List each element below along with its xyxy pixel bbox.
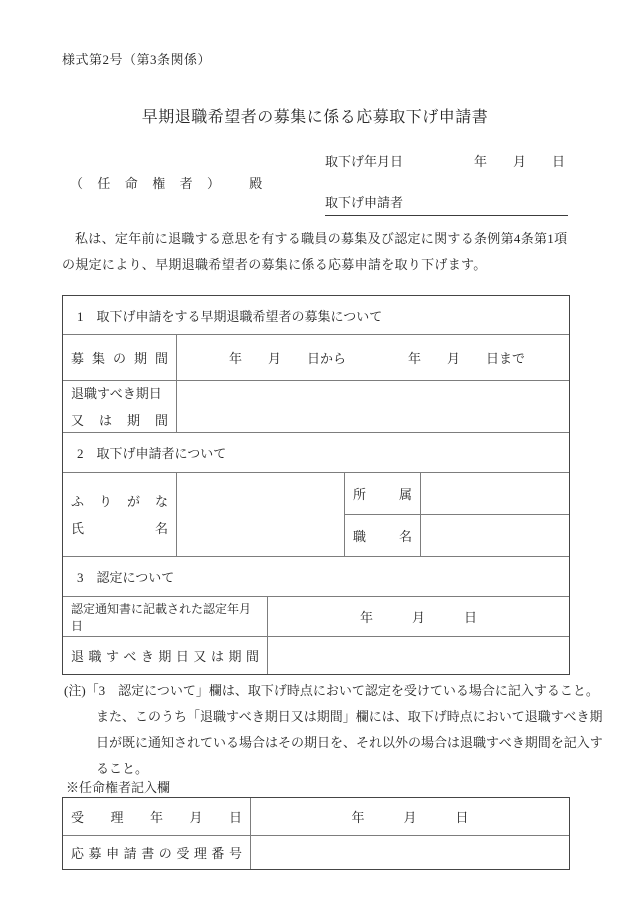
recruitment-period-from: 年 月 日から: [229, 351, 347, 366]
recruitment-period-row: [63, 334, 569, 380]
receipt-number-row: [63, 835, 569, 869]
name-label-cell: [63, 473, 176, 556]
addressee-name: （任命権者）: [70, 176, 220, 191]
recruitment-period-to: 年 月 日まで: [408, 351, 526, 366]
withdrawal-date-label: 取下げ年月日: [325, 154, 404, 169]
form-number: 様式第2号（第3条関係）: [62, 52, 212, 67]
applicant-signature-line: [325, 192, 568, 216]
note-text: [64, 678, 606, 782]
section2-header-row: [63, 432, 569, 472]
page-title: 早期退職希望者の募集に係る応募取下げ申請書: [141, 109, 489, 126]
recruitment-period-label-cell: [63, 335, 176, 380]
recruitment-period-value-cell: [176, 335, 569, 380]
note-prefix: (注): [64, 683, 86, 698]
section3-header: 3 認定について: [77, 570, 175, 585]
retirement-due-input-area: [176, 381, 569, 432]
addressee-honorific: 殿: [249, 176, 263, 191]
receipt-date-label-cell: [63, 798, 250, 835]
approval-date-label-cell: [63, 597, 267, 636]
applicant-label: 取下げ申請者: [325, 195, 404, 210]
note-body: 「3 認定について」欄は、取下げ時点において認定を受けている場合に記入すること。また、このうち「退職すべき期日又は期間」欄には、取下げ時点において退職すべき期日が既に通知されている場合はその期日を、それ以外の場合は退職すべき期間を記入すること。: [85, 683, 603, 776]
retirement-due2-input-area: [267, 637, 569, 674]
affiliation-label-cell: [345, 473, 420, 514]
section2-header: 2 取下げ申請者について: [77, 446, 227, 461]
retirement-due2-label: 退職すべき期日又は期間: [71, 649, 259, 664]
section3-header-row: [63, 556, 569, 596]
receipt-date-label: 受理年月日: [71, 810, 242, 825]
main-form-table: [62, 295, 570, 675]
receipt-date-value-cell: [250, 798, 569, 835]
section1-header: 1 取下げ申請をする早期退職希望者の募集について: [77, 308, 383, 324]
affiliation-row: [345, 473, 569, 514]
jobtitle-label: 職名: [353, 529, 412, 544]
receipt-number-label: 応募申請書の受理番号: [71, 846, 242, 861]
furigana-label: ふりがな: [71, 493, 168, 509]
approval-date-value-cell: [267, 597, 569, 636]
approval-date-label: 認定通知書に記載された認定年月日: [71, 601, 252, 633]
retirement-due-label-cell: [63, 381, 176, 432]
retirement-due-label-line2: 又は期間: [71, 412, 168, 428]
appointer-section-label: ※任命権者記入欄: [66, 780, 171, 795]
receipt-number-input-area: [250, 836, 569, 869]
approval-date-row: [63, 596, 569, 636]
approval-date-value: 年 月 日: [359, 610, 477, 625]
jobtitle-input-area: [420, 515, 569, 556]
withdrawal-date-row: [325, 151, 565, 170]
retirement-due-label: [71, 381, 168, 432]
name-label: 氏名: [71, 520, 168, 536]
name-input-area: [176, 473, 344, 556]
name-label-group: [71, 488, 168, 542]
receipt-number-label-cell: [63, 836, 250, 869]
withdrawal-date-value: 年 月 日: [473, 154, 565, 169]
receipt-date-value: 年 月 日: [351, 810, 469, 825]
retirement-due-row: [63, 380, 569, 432]
affiliation-input-area: [420, 473, 569, 514]
addressee-row: [70, 173, 262, 192]
applicant-info-row: [63, 472, 569, 556]
recruitment-period-label: 募集の期間: [71, 351, 168, 366]
receipt-date-row: [63, 798, 569, 835]
retirement-due-label-line1: 退職すべき期日: [71, 385, 162, 401]
retirement-due2-label-cell: [63, 637, 267, 674]
section1-header-row: [63, 296, 569, 334]
jobtitle-row: [345, 514, 569, 556]
declaration-paragraph: 私は、定年前に退職する意思を有する職員の募集及び認定に関する条例第4条第1項の規定により、早期退職希望者の募集に係る応募申請を取り下げます。: [62, 231, 568, 272]
retirement-due2-row: [63, 636, 569, 674]
appointer-table: [62, 797, 570, 870]
jobtitle-label-cell: [345, 515, 420, 556]
affiliation-label: 所属: [353, 487, 412, 502]
affiliation-jobtitle-group: [344, 473, 569, 556]
